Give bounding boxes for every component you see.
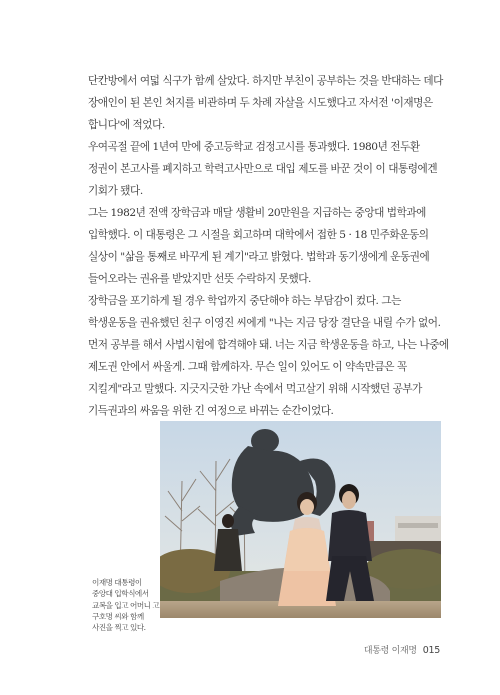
paragraph: 단칸방에서 여덟 식구가 함께 살았다. 하지만 부친이 공부하는 것을 반대하는 데다 장애인이 된 본인 처지를 비관하며 두 차례 자살을 시도했다고 자서전 '이재명은 합니다'에 적었다. [88, 75, 443, 131]
paragraph: 장학금을 포기하게 될 경우 학업까지 중단해야 하는 부담감이 컸다. 그는 학생운동을 권유했던 친구 이영진 씨에게 "나는 지금 당장 결단을 내릴 수가 없어. 먼저 공부를 해서 사법시험에 합격해야 돼. 너는 지금 학생운동을 하고, 나는 나중에 제도권 안에서 싸울게. 그때 함께하자. 무슨 일이 있어도 이 약속만큼은 꼭 지킬게"라고 말했다. 지긋지긋한 가난 속에서 먹고살기 위해 시작했던 공부가 기득권과의 싸움을 위한 긴 여정으로 바뀌는 순간이었다. [88, 295, 449, 417]
article-body [88, 70, 450, 422]
page-footer [364, 643, 440, 656]
running-section-title: 대통령 이재명 [363, 646, 417, 656]
page-number: 015 [422, 645, 440, 656]
photo-caption: 이재명 대통령이 중앙대 입학식에서 교복을 입고 어머니 고 구호명 씨와 함께 사진을 찍고 있다. [92, 578, 160, 633]
paragraph: 그는 1982년 전액 장학금과 매달 생활비 20만원을 지급하는 중앙대 법학과에 입학했다. 이 대통령은 그 시절을 회고하며 대학에서 접한 5 · 18 민주화운동의 실상이 "삶을 통째로 바꾸게 된 계기"라고 밝혔다. 법학과 동기생에게 운동권에 들어오라는 권유를 받았지만 선뜻 수락하지 못했다. [88, 207, 430, 285]
entrance-ceremony-photo [160, 421, 441, 618]
paragraph: 우여곡절 끝에 1년여 만에 중고등학교 검정고시를 통과했다. 1980년 전두환 정권이 본고사를 폐지하고 학력고사만으로 대입 제도를 바꾼 것이 이 대통령에겐 기회가 됐다. [88, 141, 438, 197]
